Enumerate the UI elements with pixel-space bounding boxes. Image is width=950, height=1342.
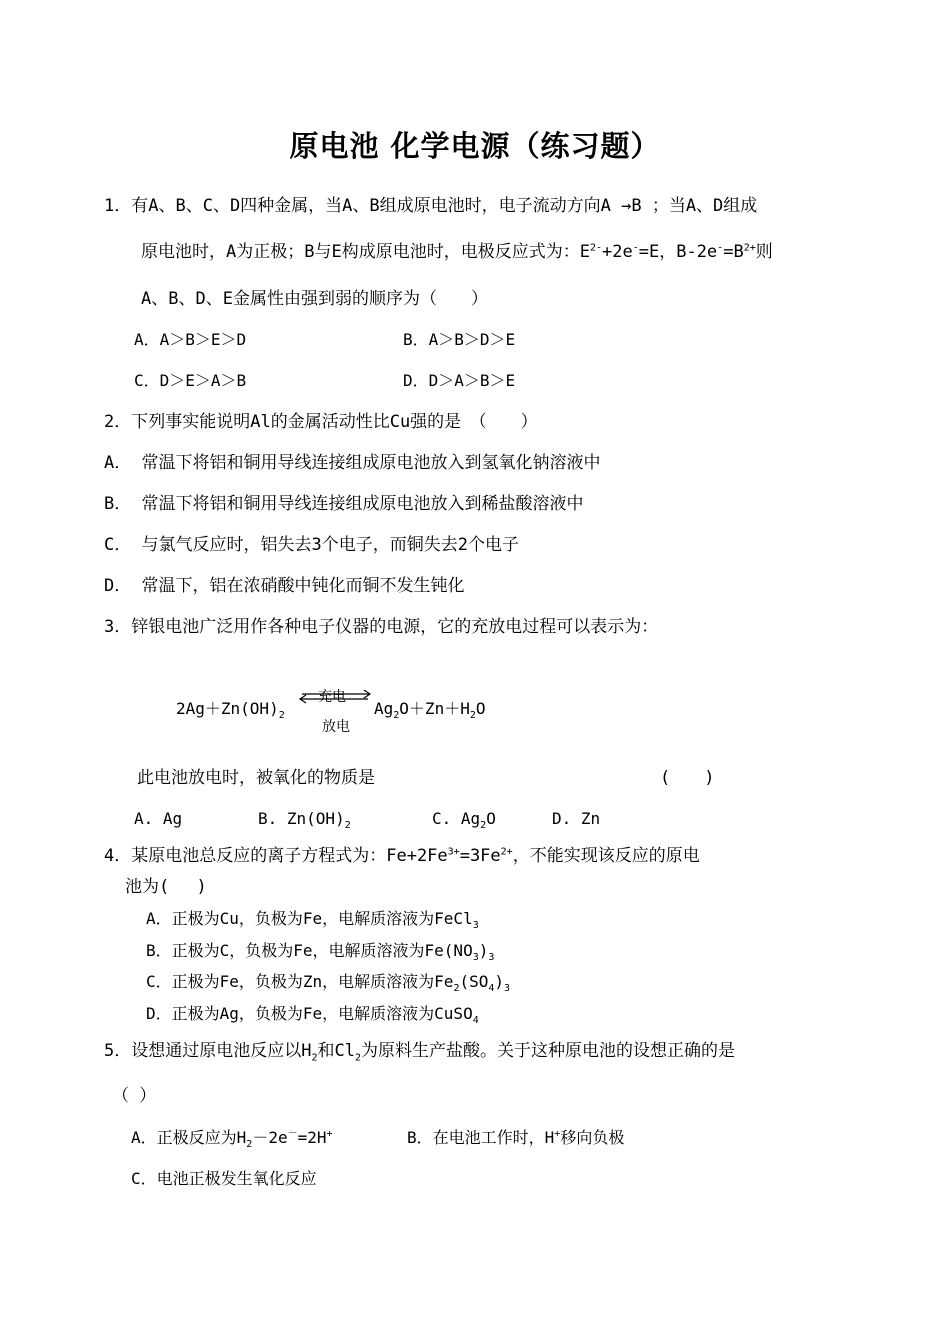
q3-stem: 3．锌银电池广泛用作各种电子仪器的电源，它的充放电过程可以表示为： bbox=[104, 617, 659, 637]
q3-answer-paren: ( ) bbox=[660, 768, 715, 788]
q2-option-d: D． 常温下，铝在浓硝酸中钝化而铜不发生钝化 bbox=[104, 576, 465, 596]
q1-stem-line2: 原电池时，A为正极；B与E构成原电池时，电极反应式为：$E^{2-}+2e^-=E$，$B-2e^-=B^{2+}$则 bbox=[141, 242, 773, 262]
q5-option-b: B．在电池工作时，H+移向负极 bbox=[407, 1128, 625, 1147]
q3-option-c: C. $Ag_2O$ bbox=[432, 809, 496, 832]
q3-option-b: B. $Zn(OH)_2$ bbox=[258, 809, 351, 832]
q2-stem: 2．下列事实能说明Al的金属活动性比Cu强的是 （ ） bbox=[104, 412, 538, 432]
q1-option-b: B．A＞B＞D＞E bbox=[403, 330, 516, 349]
q4-option-d: D．正极为Ag，负极为Fe，电解质溶液为CuSO$_4$ bbox=[146, 1004, 479, 1027]
q3-discharge-label: 放电 bbox=[322, 719, 350, 735]
q3-question: 此电池放电时，被氧化的物质是 bbox=[137, 768, 375, 788]
q1-option-c: C．D＞E＞A＞B bbox=[134, 371, 247, 390]
q1-option-d: D．D＞A＞B＞E bbox=[403, 371, 516, 390]
q3-equation-left: $2Ag+Zn(OH)_2$ bbox=[176, 699, 285, 722]
q3-charge-label: 充电 bbox=[318, 689, 346, 705]
q1-stem-line3: A、B、D、E金属性由强到弱的顺序为（ ） bbox=[141, 289, 488, 309]
q2-option-c: C． 与氯气反应时，铝失去3个电子，而铜失去2个电子 bbox=[104, 535, 519, 555]
q4-option-c: C．正极为Fe，负极为Zn，电解质溶液为$Fe_2(SO_4)_3$ bbox=[146, 972, 511, 995]
q4-option-a: A．正极为Cu，负极为Fe，电解质溶液为FeCl$_3$ bbox=[146, 909, 479, 932]
q1-option-a: A．A＞B＞E＞D bbox=[134, 330, 247, 349]
q1-stem-line1: 1．有A、B、C、D四种金属，当A、B组成原电池时，电子流动方向A →B ；当A、D组成 bbox=[104, 196, 758, 216]
double-arrow-icon bbox=[298, 690, 372, 704]
q5-option-c: C．电池正极发生氧化反应 bbox=[131, 1169, 317, 1188]
q4-stem-line1: 4．某原电池总反应的离子方程式为：$Fe+2Fe^{3+}=3Fe^{2+}$，不能实现该反应的原电 bbox=[104, 846, 700, 866]
q3-equation-right: $Ag_2O+Zn+H_2O$ bbox=[374, 699, 486, 722]
q4-stem-line2: 池为( ) bbox=[125, 877, 207, 897]
q3-reversible-arrow bbox=[298, 680, 372, 735]
q5-option-a: A．正极反应为$H_2-2e^-=2H^+$ bbox=[131, 1128, 333, 1151]
q5-stem-line1: 5．设想通过原电池反应以$H_2$和$Cl_2$为原料生产盐酸。关于这种原电池的设想正确的是 bbox=[104, 1041, 736, 1064]
q2-option-a: A． 常温下将铝和铜用导线连接组成原电池放入到氢氧化钠溶液中 bbox=[104, 453, 601, 473]
q5-stem-line2: （ ） bbox=[112, 1086, 157, 1106]
q3-option-a: A. Ag bbox=[134, 809, 183, 828]
q4-option-b: B．正极为C，负极为Fe，电解质溶液为$Fe(NO_3)_3$ bbox=[146, 941, 495, 964]
q3-option-d: D. Zn bbox=[552, 809, 601, 828]
q2-option-b: B． 常温下将铝和铜用导线连接组成原电池放入到稀盐酸溶液中 bbox=[104, 494, 584, 514]
page-title: 原电池 化学电源（练习题） bbox=[289, 129, 661, 163]
